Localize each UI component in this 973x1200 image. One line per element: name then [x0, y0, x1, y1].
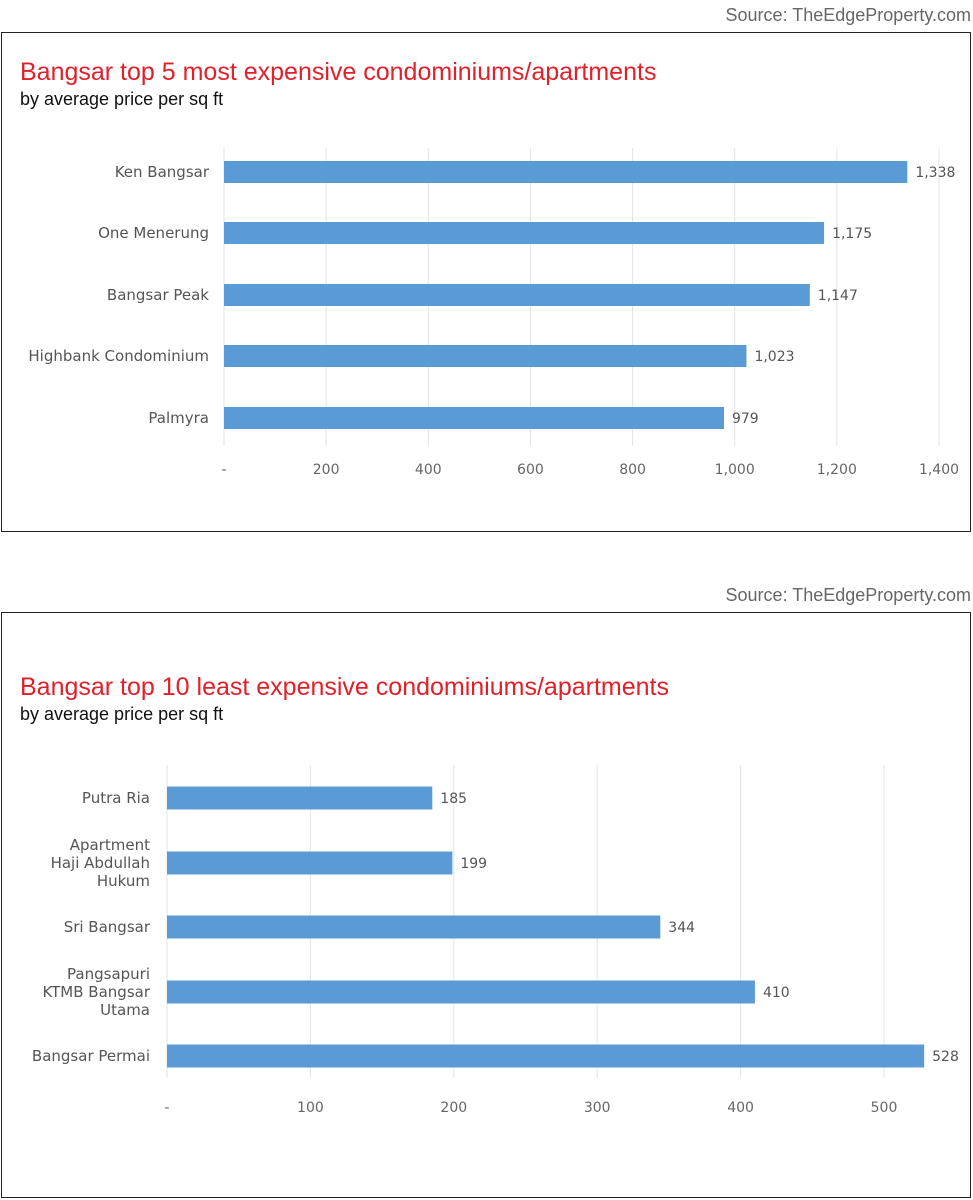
data-label: 1,175	[832, 226, 873, 242]
data-label: 1,338	[915, 165, 956, 181]
x-tick-label: 500	[870, 1100, 898, 1116]
x-tick-label: 1,000	[714, 462, 755, 478]
data-label: 199	[460, 856, 488, 872]
x-tick-label: 600	[517, 462, 544, 478]
chart-title-1: Bangsar top 5 most expensive condominiums/apartments	[20, 58, 657, 86]
category-label: Bangsar Peak	[106, 286, 209, 304]
category-label: Apartment Haji Abdullah Hukum	[50, 836, 150, 890]
category-label: Pangsapuri KTMB Bangsar Utama	[42, 965, 150, 1019]
category-label: Putra Ria	[81, 789, 150, 807]
x-tick-label: 300	[583, 1100, 611, 1116]
bar	[167, 787, 432, 810]
chart-panel-most-expensive	[1, 32, 971, 532]
chart-title-2: Bangsar top 10 least expensive condominiums/apartments	[20, 673, 669, 701]
data-label: 185	[440, 791, 468, 807]
data-label: 410	[762, 985, 790, 1001]
category-label: Ken Bangsar	[114, 163, 209, 181]
bar	[224, 407, 724, 429]
bar	[224, 161, 907, 183]
bar	[224, 222, 824, 244]
source-caption-1: Source: TheEdgeProperty.com	[725, 5, 971, 25]
x-tick-label: 100	[297, 1100, 324, 1116]
source-caption-2: Source: TheEdgeProperty.com	[725, 585, 971, 605]
x-tick-label: 400	[727, 1100, 754, 1116]
x-tick-label: -	[221, 462, 227, 478]
data-label: 344	[668, 920, 696, 936]
bar	[167, 916, 660, 939]
bar-chart-least-expensive	[2, 613, 970, 1197]
bar	[224, 345, 746, 367]
x-tick-label: 400	[414, 462, 442, 478]
x-tick-label: 1,200	[816, 462, 857, 478]
x-tick-label: 200	[440, 1100, 468, 1116]
x-tick-label: 200	[312, 462, 340, 478]
chart-panel-least-expensive	[1, 612, 971, 1198]
category-label: Bangsar Permai	[31, 1047, 150, 1065]
data-label: 528	[932, 1049, 959, 1065]
data-label: 1,023	[754, 349, 795, 365]
chart-subtitle-2: by average price per sq ft	[20, 704, 224, 724]
data-label: 1,147	[817, 288, 858, 304]
category-label: Palmyra	[148, 409, 209, 427]
chart-subtitle-1: by average price per sq ft	[20, 89, 224, 109]
category-label: One Menerung	[98, 224, 209, 242]
data-label: 979	[731, 411, 759, 427]
x-tick-label: 800	[619, 462, 646, 478]
bar	[224, 284, 810, 306]
bar-chart-most-expensive	[2, 33, 970, 531]
category-label: Highbank Condominium	[28, 347, 209, 365]
x-tick-label: 1,400	[918, 462, 960, 478]
bar	[167, 1045, 924, 1068]
bar	[167, 981, 755, 1004]
x-tick-label: -	[164, 1100, 170, 1116]
bar	[167, 852, 452, 875]
category-label: Sri Bangsar	[63, 918, 150, 936]
